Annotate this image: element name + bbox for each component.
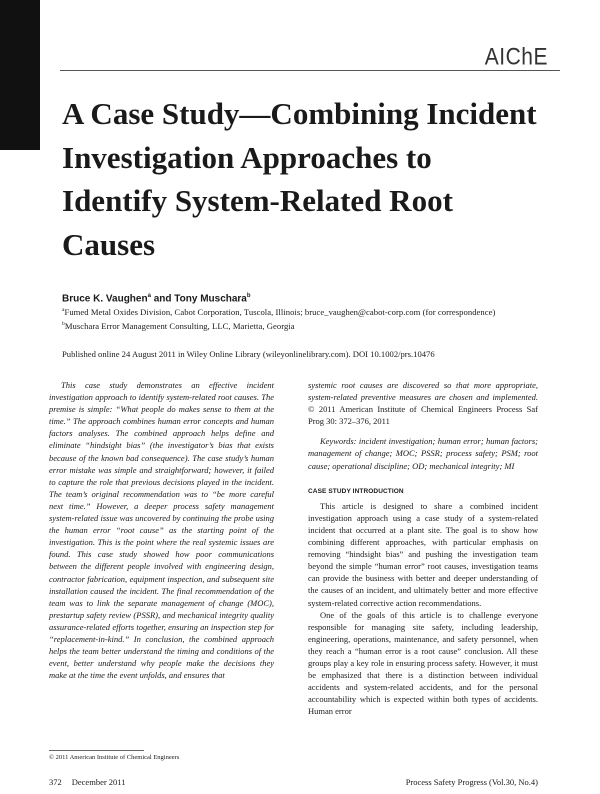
affiliation-line [62, 321, 295, 331]
page-footer-left [49, 777, 125, 787]
header-rule [60, 70, 560, 71]
abstract-text: This case study demonstrates an effective incident investigation approach to identify system-related root causes. The premise is simple: “What people do makes sense to them at the time.” The approach combines human error concepts and human factors analyses. The combined approach helps define and eliminate “hindsight bias” (the investigator’s bias that exists because of the known bad consequence). The case study’s human error mistake was simple and straightforward; however, it failed to capture the role that previous decisions played in the incident. The team’s original recommendation was to “be more careful next time.” However, a deeper process safety management system-related issue was uncovered by continuing the probe using the human error “root cause” as the starting point of the investigation. This is the point where the real systemic issues are found. This case study showed how poor communications between the different people involved with engineering design, contractor fabrication, equipment inspection, and subsequent site installation caused the incident. The final recommendation of the team was to link the separate management of change (MOC), prestartup safety review (PSSR), and mechanical integrity quality assurance-related efforts together, ensuring an inspection step for “replacement-in-kind.” In conclusion, the combined approach helps the team better understand the timing and conditions of the event, better understand why people make the decisions they make at the time the event unfolds, and ensures that [49, 380, 274, 681]
body-paragraph: This article is designed to share a combined incident investigation approach using a case study of a system-related incident that occurred at a plant site. The goal is to show how combining different approaches, with particular emphasis on removing “hindsight bias” and pushing the investigation team beyond the simple “human error” root causes, investigation teams can provide the business with better and deeper understanding of the causes of an incident, and ultimately better and more effective system-related corrective action recommendations. [308, 500, 538, 608]
affiliation-text: Muschara Error Management Consulting, LLC, Marietta, Georgia [64, 321, 295, 331]
keywords: Keywords: incident investigation; human error; human factors; management of change; MOC; PSSR; process safety; PSM; root cause; operational discipline; OD; mechanical integrity; MI [308, 436, 538, 471]
publication-info: Published online 24 August 2011 in Wiley Online Library (wileyonlinelibrary.com). DOI 10.1002/prs.10476 [62, 349, 435, 359]
body-paragraph: One of the goals of this article is to challenge everyone responsible for managing site safety, including leadership, engineering, operations, maintenance, and safety personnel, when they reach a “human error is a root cause” conclusion. All these groups play a key role in ensuring process safety. However, it must be emphasized that there is a distinction between individual accidents and system-related accidents, and for the personal accountability which is expected within both types of accidents. Human error [308, 609, 538, 717]
footnote-rule [49, 750, 144, 751]
issue-date: December 2011 [71, 777, 126, 787]
abstract-text: systemic root causes are discovered so that more appropriate, system-related preventive measures are chosen and implemented. [308, 380, 538, 403]
left-column [49, 379, 274, 681]
author-conjunction: and [153, 293, 172, 305]
affiliation-marker: b [246, 293, 251, 299]
affiliation-marker: a [62, 307, 65, 314]
author-line [62, 293, 251, 304]
author-name[interactable]: Bruce K. Vaughen [62, 293, 148, 305]
affiliation-marker: a [147, 293, 151, 299]
article-title: A Case Study—Combining Incident Investigation Approaches to Identify System-Related Root Causes [62, 96, 537, 262]
copyright-footnote: © 2011 American Institute of Chemical Engineers [49, 754, 180, 761]
abstract-continued [308, 379, 538, 427]
page-number: 372 [49, 777, 62, 787]
copyright-citation: © 2011 American Institute of Chemical Engineers Process Saf Prog 30: 372–376, 2011 [308, 404, 538, 427]
affiliation-text: Fumed Metal Oxides Division, Cabot Corporation, Tuscola, Illinois; bruce_vaughen@cabot-corp.com (for correspondence) [64, 307, 496, 317]
author-name[interactable]: Tony Muschara [174, 293, 247, 305]
affiliation-line [62, 307, 495, 317]
journal-name: Process Safety Progress (Vol.30, No.4) [405, 777, 538, 787]
publisher-logo: AIChE [484, 44, 548, 71]
side-tab-marker [0, 0, 40, 150]
section-heading: CASE STUDY INTRODUCTION [308, 487, 404, 495]
right-column [308, 379, 538, 717]
affiliation-marker: b [62, 321, 65, 328]
